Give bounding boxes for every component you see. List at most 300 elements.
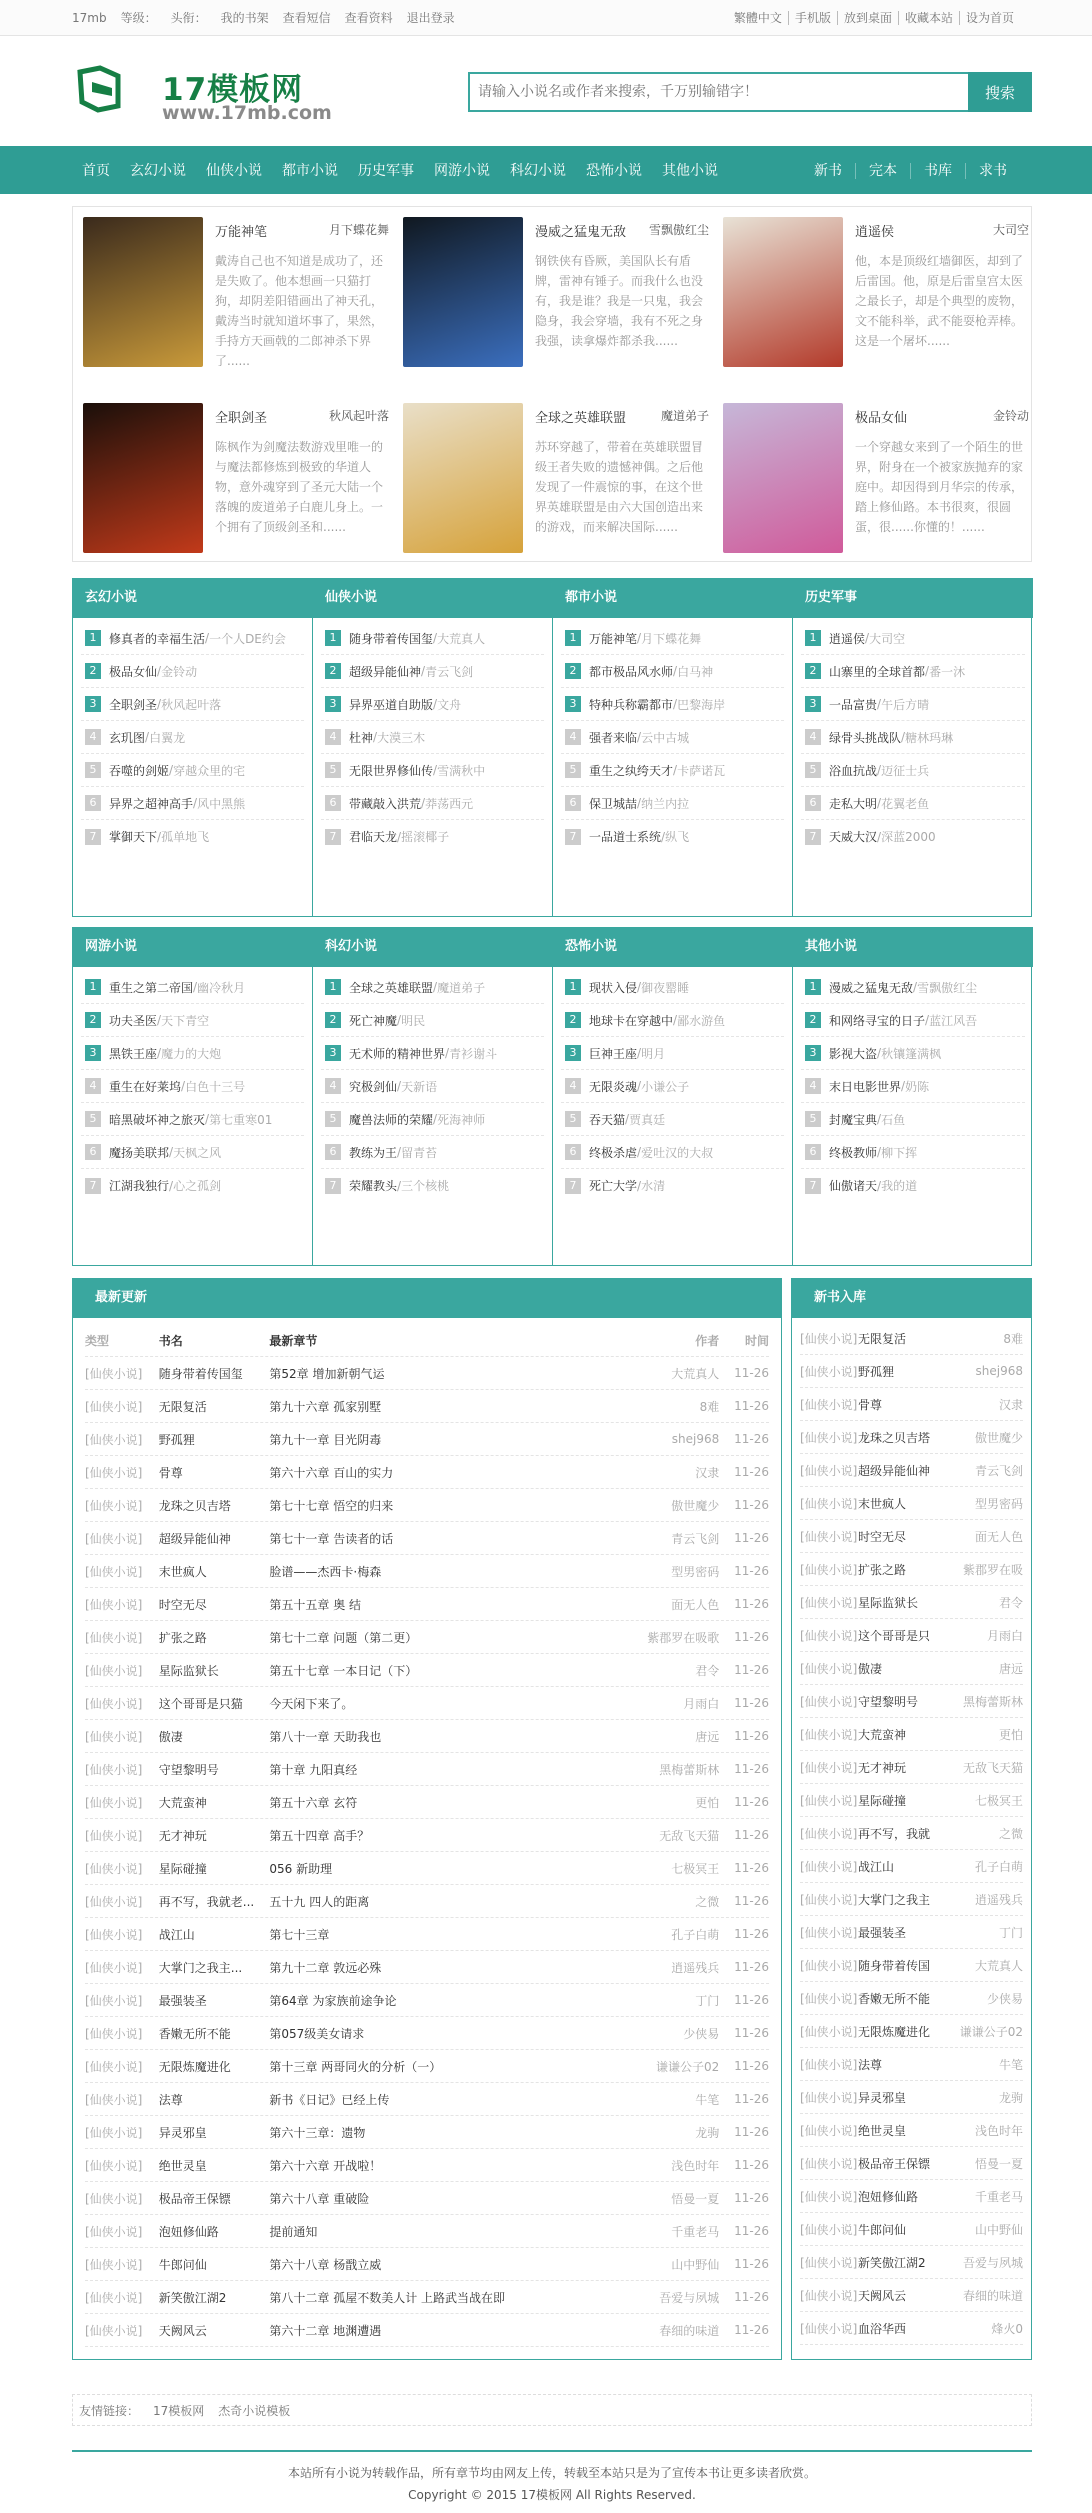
rank-book-title[interactable]: 地球卡在穿越中 [589, 1013, 674, 1028]
latest-author[interactable]: 浅色时年 [671, 2158, 720, 2173]
new-book-type[interactable]: [仙侠小说] [800, 1463, 858, 1478]
latest-book-title[interactable]: 星际监狱长 [158, 1663, 219, 1678]
featured-book-title[interactable]: 全职剑圣 [215, 411, 268, 426]
latest-chapter[interactable]: 提前通知 [269, 2224, 318, 2239]
new-book-title[interactable]: 新笑傲江湖2 [858, 2255, 926, 2270]
book-cover-image[interactable] [403, 403, 523, 553]
rank-book-author[interactable]: 大司空 [869, 631, 906, 646]
rank-book-title[interactable]: 一品道士系统 [589, 830, 662, 844]
rank-book-title[interactable]: 山寨里的全球首都 [829, 664, 926, 679]
new-book-title[interactable]: 星际碰撞 [858, 1793, 907, 1808]
rank-book-title[interactable]: 无术师的精神世界 [349, 1046, 446, 1061]
latest-book-title[interactable]: 随身带着传国玺 [158, 1366, 243, 1381]
friend-link[interactable]: 17模板网 [153, 2403, 205, 2418]
latest-book-title[interactable]: 极品帝王保镖 [158, 2191, 231, 2206]
rank-book-title[interactable]: 掌御天下 [109, 830, 158, 844]
new-book-author[interactable]: 千重老马 [974, 2189, 1023, 2204]
rank-book-title[interactable]: 重生之第二帝国 [109, 980, 194, 995]
new-book-author[interactable]: 山中野仙 [974, 2222, 1023, 2237]
rank-book-author[interactable]: 月下蝶花舞 [641, 631, 702, 646]
latest-author[interactable]: 牛笔 [695, 2092, 720, 2107]
latest-book-title[interactable]: 扩张之路 [158, 1630, 207, 1645]
new-book-author[interactable]: 月雨白 [986, 1628, 1023, 1643]
new-book-author[interactable]: shej968 [975, 1364, 1023, 1378]
rank-book-title[interactable]: 绿骨头挑战队 [829, 730, 902, 745]
rank-book-author[interactable]: 贾真廷 [629, 1112, 666, 1127]
book-cover-image[interactable] [403, 217, 523, 367]
new-book-type[interactable]: [仙侠小说] [800, 2090, 858, 2105]
rank-book-author[interactable]: 巴黎海岸 [677, 697, 726, 712]
new-book-author[interactable]: 烽火0 [991, 2321, 1023, 2336]
rank-book-title[interactable]: 保卫城喆 [589, 796, 638, 811]
rank-book-author[interactable]: 魔力的大炮 [161, 1046, 222, 1061]
site-link-2[interactable]: 放到桌面 [837, 11, 898, 25]
nav-item-8[interactable]: 其他小说 [662, 163, 718, 179]
rank-book-title[interactable]: 万能神笔 [589, 631, 638, 646]
rank-book-author[interactable]: 纵飞 [665, 830, 690, 844]
rank-book-author[interactable]: 深蓝2000 [881, 830, 936, 844]
latest-author[interactable]: 少侠易 [683, 2026, 720, 2041]
featured-book[interactable] [73, 207, 393, 368]
rank-book-author[interactable]: 天下青空 [161, 1013, 210, 1028]
rank-book-author[interactable]: 金铃动 [161, 664, 198, 679]
latest-book-title[interactable]: 无限复活 [158, 1399, 207, 1414]
rank-book-author[interactable]: 明月 [641, 1046, 666, 1061]
new-book-author[interactable]: 青云飞剑 [974, 1463, 1023, 1478]
latest-author[interactable]: 青云飞剑 [671, 1531, 720, 1546]
latest-book-title[interactable]: 星际碰撞 [158, 1861, 207, 1876]
book-cover-image[interactable] [83, 403, 203, 553]
rank-book-title[interactable]: 随身带着传国玺 [349, 631, 434, 646]
latest-author[interactable]: 月雨白 [683, 1696, 720, 1711]
rank-book-title[interactable]: 吞天猫 [589, 1112, 626, 1127]
rank-book-author[interactable]: 文舟 [437, 697, 462, 712]
latest-author[interactable]: 山中野仙 [671, 2257, 720, 2272]
rank-book-title[interactable]: 强者来临 [589, 730, 638, 745]
new-book-title[interactable]: 最强装圣 [858, 1925, 907, 1940]
latest-chapter[interactable]: 第八十一章 天助我也 [269, 1729, 382, 1744]
latest-chapter[interactable]: 056 新助理 [269, 1861, 333, 1876]
new-book-title[interactable]: 野孤狸 [858, 1364, 895, 1379]
new-book-author[interactable]: 孔子白萌 [974, 1859, 1023, 1874]
rank-book-title[interactable]: 魔兽法师的荣耀 [349, 1112, 434, 1127]
new-book-author[interactable]: 之微 [998, 1826, 1023, 1841]
new-book-type[interactable]: [仙侠小说] [800, 1661, 858, 1676]
latest-book-title[interactable]: 异灵邪皇 [158, 2125, 207, 2140]
rank-book-author[interactable]: 魔道弟子 [437, 980, 486, 995]
rank-book-title[interactable]: 逍遥侯 [829, 631, 866, 646]
rank-book-author[interactable]: 摇滚椰子 [401, 830, 450, 844]
featured-book[interactable] [713, 207, 1033, 363]
site-logo[interactable] [78, 60, 338, 124]
latest-book-title[interactable]: 战江山 [158, 1927, 195, 1942]
nav-item-5[interactable]: 网游小说 [434, 163, 490, 179]
latest-book-title[interactable]: 超级异能仙神 [158, 1531, 231, 1546]
ranking-title[interactable]: 仙侠小说 [313, 578, 552, 618]
new-book-author[interactable]: 紫郡罗在吸 [962, 1562, 1023, 1577]
rank-book-title[interactable]: 教练为王 [349, 1145, 398, 1160]
rank-book-author[interactable]: 水清 [641, 1179, 666, 1193]
new-book-title[interactable]: 异灵邪皇 [858, 2090, 907, 2105]
latest-book-title[interactable]: 骨尊 [158, 1465, 183, 1480]
latest-book-title[interactable]: 最强装圣 [158, 1993, 207, 2008]
rank-book-author[interactable]: 白色十三号 [185, 1079, 246, 1094]
nav-item-0[interactable]: 首页 [82, 163, 110, 179]
new-book-author[interactable]: 龙驹 [998, 2090, 1023, 2105]
rank-book-author[interactable]: 鄙水游鱼 [677, 1013, 726, 1028]
new-book-type[interactable]: [仙侠小说] [800, 1331, 858, 1346]
rank-book-author[interactable]: 莽荡西元 [425, 796, 474, 811]
rank-book-title[interactable]: 封魔宝典 [829, 1112, 878, 1127]
new-book-author[interactable]: 丁门 [998, 1925, 1023, 1940]
rank-book-author[interactable]: 糖林玛琳 [905, 730, 954, 745]
new-book-type[interactable]: [仙侠小说] [800, 1694, 858, 1709]
rank-book-title[interactable]: 终极教师 [829, 1145, 878, 1160]
latest-author[interactable]: 之微 [695, 1894, 720, 1909]
ranking-title[interactable]: 历史军事 [793, 578, 1033, 618]
search-button[interactable]: 搜索 [968, 72, 1032, 112]
featured-book-title[interactable]: 万能神笔 [215, 225, 268, 240]
ranking-title[interactable]: 其他小说 [793, 927, 1033, 967]
new-book-type[interactable]: [仙侠小说] [800, 2321, 858, 2336]
featured-book-title[interactable]: 极品女仙 [855, 411, 908, 426]
rank-book-author[interactable]: 爱吐汉的大叔 [641, 1145, 714, 1160]
rank-book-author[interactable]: 天新语 [401, 1079, 438, 1094]
rank-book-title[interactable]: 异界巫道自助版 [349, 697, 434, 712]
rank-book-title[interactable]: 无限世界修仙传 [349, 763, 434, 778]
rank-book-author[interactable]: 午后方晴 [881, 697, 930, 712]
new-book-title[interactable]: 超级异能仙神 [858, 1463, 931, 1478]
new-book-author[interactable]: 春细的味道 [962, 2288, 1023, 2303]
new-book-title[interactable]: 牛郎问仙 [858, 2222, 907, 2237]
latest-author[interactable]: 孔子白萌 [671, 1927, 720, 1942]
latest-author[interactable]: 紫郡罗在吸歌 [647, 1630, 720, 1645]
book-cover-image[interactable] [723, 403, 843, 553]
latest-chapter[interactable]: 第七十二章 问题（第二更） [269, 1630, 418, 1645]
featured-book[interactable] [393, 207, 713, 363]
featured-book-title[interactable]: 全球之英雄联盟 [535, 411, 627, 426]
new-book-title[interactable]: 无限炼魔进化 [858, 2024, 931, 2039]
new-book-type[interactable]: [仙侠小说] [800, 1793, 858, 1808]
new-book-author[interactable]: 傲世魔少 [974, 1430, 1023, 1445]
new-book-type[interactable]: [仙侠小说] [800, 1892, 858, 1907]
new-book-type[interactable]: [仙侠小说] [800, 1727, 858, 1742]
new-book-author[interactable]: 七极冥王 [974, 1793, 1023, 1808]
featured-book-title[interactable]: 漫威之猛鬼无敌 [535, 225, 627, 240]
new-book-title[interactable]: 扩张之路 [858, 1562, 907, 1577]
latest-author[interactable]: 无敌飞天猫 [659, 1828, 720, 1843]
new-book-type[interactable]: [仙侠小说] [800, 1859, 858, 1874]
rank-book-title[interactable]: 超级异能仙神 [349, 664, 422, 679]
rank-book-author[interactable]: 青云飞剑 [425, 664, 474, 679]
rank-book-author[interactable]: 穿越众里的宅 [173, 763, 246, 778]
latest-chapter[interactable]: 第六十二章 地渊遭遇 [269, 2323, 382, 2338]
new-book-type[interactable]: [仙侠小说] [800, 2156, 858, 2171]
rank-book-author[interactable]: 奶陈 [905, 1079, 930, 1094]
new-book-title[interactable]: 战江山 [858, 1859, 895, 1874]
rank-book-author[interactable]: 心之孤剑 [173, 1179, 222, 1193]
rank-book-author[interactable]: 雪满秋中 [437, 763, 486, 778]
latest-chapter[interactable]: 第六十八章 重破险 [269, 2191, 370, 2206]
rank-book-author[interactable]: 蓝江风吾 [929, 1013, 978, 1028]
rank-book-author[interactable]: 番一沐 [929, 664, 966, 679]
latest-book-title[interactable]: 这个哥哥是只猫 [158, 1696, 243, 1711]
rank-book-title[interactable]: 走私大明 [829, 796, 878, 811]
latest-author[interactable]: 汉隶 [695, 1465, 720, 1480]
latest-author[interactable]: 君令 [695, 1663, 720, 1678]
new-book-author[interactable]: 更怕 [998, 1727, 1023, 1742]
rank-book-title[interactable]: 重生之纨绔天才 [589, 763, 674, 778]
rank-book-author[interactable]: 第七重寒01 [209, 1112, 273, 1127]
rank-book-author[interactable]: 三个核桃 [401, 1179, 450, 1193]
nav-quick-2[interactable]: 书库 [910, 163, 965, 179]
ranking-title[interactable]: 网游小说 [73, 927, 312, 967]
new-book-title[interactable]: 这个哥哥是只 [858, 1628, 931, 1643]
new-book-type[interactable]: [仙侠小说] [800, 1991, 858, 2006]
latest-chapter[interactable]: 第九十六章 孤家别墅 [269, 1399, 382, 1414]
rank-book-title[interactable]: 浴血抗战 [829, 763, 878, 778]
friend-link[interactable]: 杰奇小说模板 [218, 2403, 291, 2418]
new-book-type[interactable]: [仙侠小说] [800, 1562, 858, 1577]
rank-book-author[interactable]: 风中黑熊 [197, 796, 246, 811]
latest-author[interactable]: 悟曼一夏 [671, 2191, 720, 2206]
new-book-type[interactable]: [仙侠小说] [800, 2288, 858, 2303]
new-book-type[interactable]: [仙侠小说] [800, 1826, 858, 1841]
new-book-type[interactable]: [仙侠小说] [800, 2024, 858, 2039]
new-book-type[interactable]: [仙侠小说] [800, 1628, 858, 1643]
rank-book-title[interactable]: 漫威之猛鬼无敌 [829, 980, 914, 995]
new-book-title[interactable]: 法尊 [858, 2057, 883, 2072]
site-link-3[interactable]: 收藏本站 [898, 11, 959, 25]
rank-book-title[interactable]: 一品富贵 [829, 697, 878, 712]
rank-book-title[interactable]: 异界之超神高手 [109, 796, 194, 811]
ranking-title[interactable]: 都市小说 [553, 578, 792, 618]
new-book-type[interactable]: [仙侠小说] [800, 1925, 858, 1940]
rank-book-author[interactable]: 云中古城 [641, 730, 690, 745]
rank-book-title[interactable]: 荣耀教头 [349, 1179, 398, 1193]
latest-chapter[interactable]: 第八十二章 孤屋不数美人计 上路武当战在即 [269, 2290, 506, 2305]
new-book-title[interactable]: 星际监狱长 [858, 1595, 919, 1610]
latest-author[interactable]: 大荒真人 [671, 1366, 720, 1381]
site-link-4[interactable]: 设为首页 [959, 11, 1020, 25]
user-link-5[interactable]: 查看资料 [344, 11, 393, 25]
new-book-type[interactable]: [仙侠小说] [800, 2123, 858, 2138]
new-book-type[interactable]: [仙侠小说] [800, 1760, 858, 1775]
new-book-type[interactable]: [仙侠小说] [800, 1958, 858, 1973]
search-input[interactable] [468, 72, 968, 112]
latest-chapter[interactable]: 脸谱——杰西卡·梅森 [269, 1564, 382, 1579]
new-book-author[interactable]: 逍遥残兵 [974, 1892, 1023, 1907]
new-book-author[interactable]: 型男密码 [974, 1496, 1023, 1511]
new-book-type[interactable]: [仙侠小说] [800, 2255, 858, 2270]
latest-book-title[interactable]: 法尊 [158, 2092, 183, 2107]
new-book-title[interactable]: 骨尊 [858, 1397, 883, 1412]
new-book-author[interactable]: 8难 [1003, 1331, 1023, 1346]
new-book-title[interactable]: 再不写，我就 [858, 1826, 931, 1841]
rank-book-author[interactable]: 大荒真人 [437, 631, 486, 646]
new-book-type[interactable]: [仙侠小说] [800, 1397, 858, 1412]
nav-quick-0[interactable]: 新书 [814, 163, 842, 179]
latest-chapter[interactable]: 第五十四章 高手？ [269, 1828, 370, 1843]
new-book-author[interactable]: 面无人色 [974, 1529, 1023, 1544]
latest-author[interactable]: 龙驹 [695, 2125, 720, 2140]
latest-author[interactable]: 傲世魔少 [671, 1498, 720, 1513]
rank-book-author[interactable]: 死海神师 [437, 1112, 486, 1127]
rank-book-title[interactable]: 带藏敲入洪荒 [349, 796, 422, 811]
latest-chapter[interactable]: 五十九 四人的距离 [269, 1894, 370, 1909]
latest-chapter[interactable]: 第64章 为家族前途争论 [269, 1993, 397, 2008]
featured-book[interactable] [713, 393, 1033, 549]
latest-book-title[interactable]: 野孤狸 [158, 1432, 195, 1447]
latest-book-title[interactable]: 无限炼魔进化 [158, 2059, 231, 2074]
latest-chapter[interactable]: 第九十一章 目光阴毒 [269, 1432, 382, 1447]
latest-author[interactable]: shej968 [671, 1432, 720, 1446]
rank-book-title[interactable]: 全职剑圣 [109, 697, 158, 712]
new-book-title[interactable]: 时空无尽 [858, 1529, 907, 1544]
latest-book-title[interactable]: 傲凄 [158, 1729, 183, 1744]
latest-chapter[interactable]: 新书《日记》已经上传 [269, 2092, 390, 2107]
new-book-title[interactable]: 天阙风云 [858, 2288, 907, 2303]
rank-book-title[interactable]: 魔扬美联邦 [109, 1145, 170, 1160]
rank-book-author[interactable]: 御夜罂睡 [641, 980, 690, 995]
latest-author[interactable]: 黑梅蕾斯林 [659, 1762, 720, 1777]
rank-book-author[interactable]: 明民 [401, 1013, 426, 1028]
rank-book-title[interactable]: 玄玑图 [109, 730, 146, 745]
rank-book-title[interactable]: 仙傲诸天 [829, 1179, 878, 1193]
latest-book-title[interactable]: 天阙风云 [158, 2323, 207, 2338]
new-book-author[interactable]: 悟曼一夏 [974, 2156, 1023, 2171]
rank-book-title[interactable]: 全球之英雄联盟 [349, 980, 434, 995]
latest-author[interactable]: 唐远 [695, 1729, 720, 1744]
nav-quick-3[interactable]: 求书 [965, 163, 1020, 179]
latest-author[interactable]: 谦谦公子02 [655, 2059, 720, 2074]
latest-chapter[interactable]: 第52章 增加新朝气运 [269, 1366, 385, 1381]
new-book-author[interactable]: 浅色时年 [974, 2123, 1023, 2138]
new-book-title[interactable]: 无才神玩 [858, 1760, 907, 1775]
rank-book-title[interactable]: 和网络寻宝的日子 [829, 1013, 926, 1028]
rank-book-author[interactable]: 一个人DE约会 [209, 631, 286, 646]
latest-book-title[interactable]: 大荒蛮神 [158, 1795, 207, 1810]
rank-book-author[interactable]: 秋风起叶落 [161, 697, 222, 712]
latest-chapter[interactable]: 第五十五章 奥 结 [269, 1597, 362, 1612]
new-book-title[interactable]: 大荒蛮神 [858, 1727, 907, 1742]
nav-item-7[interactable]: 恐怖小说 [586, 163, 642, 179]
rank-book-title[interactable]: 暗黑破坏神之旅灭 [109, 1112, 206, 1127]
rank-book-author[interactable]: 天枫之风 [173, 1145, 222, 1160]
latest-author[interactable]: 七极冥王 [671, 1861, 720, 1876]
latest-author[interactable]: 吾爱与夙城 [659, 2290, 720, 2305]
rank-book-author[interactable]: 纳兰内拉 [641, 796, 690, 811]
latest-chapter[interactable]: 第057级美女请求 [269, 2026, 365, 2041]
new-book-type[interactable]: [仙侠小说] [800, 1496, 858, 1511]
rank-book-title[interactable]: 杜神 [349, 730, 374, 745]
rank-book-title[interactable]: 巨神王座 [589, 1046, 638, 1061]
new-book-title[interactable]: 末世疯人 [858, 1496, 907, 1511]
rank-book-title[interactable]: 无限炎魂 [589, 1079, 638, 1094]
new-book-author[interactable]: 大荒真人 [974, 1958, 1023, 1973]
new-book-author[interactable]: 君令 [998, 1595, 1023, 1610]
latest-author[interactable]: 型男密码 [671, 1564, 720, 1579]
new-book-title[interactable]: 血浴华西 [858, 2321, 907, 2336]
new-book-type[interactable]: [仙侠小说] [800, 1529, 858, 1544]
new-book-title[interactable]: 大掌门之我主 [858, 1892, 931, 1907]
rank-book-author[interactable]: 白翼龙 [149, 730, 186, 745]
rank-book-author[interactable]: 白马神 [677, 664, 714, 679]
latest-book-title[interactable]: 牛郎问仙 [158, 2257, 207, 2272]
rank-book-author[interactable]: 青衫谢斗 [449, 1046, 498, 1061]
latest-chapter[interactable]: 第七十三章 [269, 1927, 330, 1942]
latest-chapter[interactable]: 第五十七章 一本日记（下） [269, 1663, 418, 1678]
rank-book-title[interactable]: 修真者的幸福生活 [109, 631, 206, 646]
rank-book-author[interactable]: 秋镶篷满枫 [881, 1046, 942, 1061]
rank-book-title[interactable]: 影视大盗 [829, 1046, 878, 1061]
latest-book-title[interactable]: 再不写，我就老... [158, 1894, 255, 1909]
new-book-type[interactable]: [仙侠小说] [800, 2222, 858, 2237]
nav-item-2[interactable]: 仙侠小说 [206, 163, 262, 179]
rank-book-title[interactable]: 死亡神魔 [349, 1013, 398, 1028]
ranking-title[interactable]: 科幻小说 [313, 927, 552, 967]
latest-book-title[interactable]: 新笑傲江湖2 [158, 2290, 227, 2305]
new-book-title[interactable]: 守望黎明号 [858, 1694, 919, 1709]
new-book-title[interactable]: 极品帝王保镖 [858, 2156, 931, 2171]
rank-book-title[interactable]: 重生在好莱坞 [109, 1079, 182, 1094]
rank-book-title[interactable]: 现状入侵 [589, 980, 638, 995]
rank-book-title[interactable]: 死亡大学 [589, 1179, 638, 1193]
rank-book-title[interactable]: 江湖我独行 [109, 1179, 170, 1193]
new-book-author[interactable]: 少侠易 [986, 1991, 1023, 2006]
latest-chapter[interactable]: 第十章 九阳真经 [269, 1762, 358, 1777]
new-book-author[interactable]: 汉隶 [998, 1397, 1023, 1412]
new-book-author[interactable]: 吾爱与夙城 [962, 2255, 1023, 2270]
rank-book-title[interactable]: 特种兵称霸都市 [589, 697, 674, 712]
latest-chapter[interactable]: 第六十八章 杨戬立威 [269, 2257, 382, 2272]
new-book-type[interactable]: [仙侠小说] [800, 1364, 858, 1379]
latest-author[interactable]: 逍遥残兵 [671, 1960, 720, 1975]
latest-book-title[interactable]: 龙珠之贝吉塔 [158, 1498, 231, 1513]
rank-book-title[interactable]: 末日电影世界 [829, 1079, 902, 1094]
rank-book-title[interactable]: 黑铁王座 [109, 1046, 158, 1061]
rank-book-author[interactable]: 卡萨诺瓦 [677, 763, 726, 778]
rank-book-author[interactable]: 孤单地飞 [161, 830, 210, 844]
book-cover-image[interactable] [83, 217, 203, 367]
new-book-title[interactable]: 泡妞修仙路 [858, 2189, 919, 2204]
new-book-title[interactable]: 香嫩无所不能 [858, 1991, 931, 2006]
rank-book-title[interactable]: 君临天龙 [349, 830, 398, 844]
rank-book-title[interactable]: 究极剑仙 [349, 1079, 398, 1094]
rank-book-author[interactable]: 花翼老鱼 [881, 796, 930, 811]
latest-chapter[interactable]: 第六十三章：遗物 [269, 2125, 366, 2140]
nav-item-1[interactable]: 玄幻小说 [130, 163, 186, 179]
new-book-title[interactable]: 随身带着传国 [858, 1958, 931, 1973]
rank-book-title[interactable]: 吞噬的剑姬 [109, 763, 170, 778]
nav-quick-1[interactable]: 完本 [855, 163, 910, 179]
rank-book-author[interactable]: 柳下挥 [881, 1145, 918, 1160]
site-link-1[interactable]: 手机版 [788, 11, 837, 25]
latest-chapter[interactable]: 第九十二章 敦远必殊 [269, 1960, 382, 1975]
user-link-3[interactable]: 我的书架 [220, 11, 269, 25]
latest-chapter[interactable]: 第六十六章 百山的实力 [269, 1465, 394, 1480]
new-book-title[interactable]: 绝世灵皇 [858, 2123, 907, 2138]
nav-item-4[interactable]: 历史军事 [358, 163, 414, 179]
new-book-type[interactable]: [仙侠小说] [800, 2057, 858, 2072]
rank-book-author[interactable]: 我的道 [881, 1179, 918, 1193]
rank-book-title[interactable]: 天威大汉 [829, 830, 878, 844]
latest-chapter[interactable]: 第六十六章 开战啦！ [269, 2158, 382, 2173]
latest-book-title[interactable]: 时空无尽 [158, 1597, 207, 1612]
latest-chapter[interactable]: 今天闲下来了。 [269, 1696, 354, 1711]
new-book-author[interactable]: 唐远 [998, 1661, 1023, 1676]
rank-book-title[interactable]: 都市极品风水师 [589, 664, 674, 679]
